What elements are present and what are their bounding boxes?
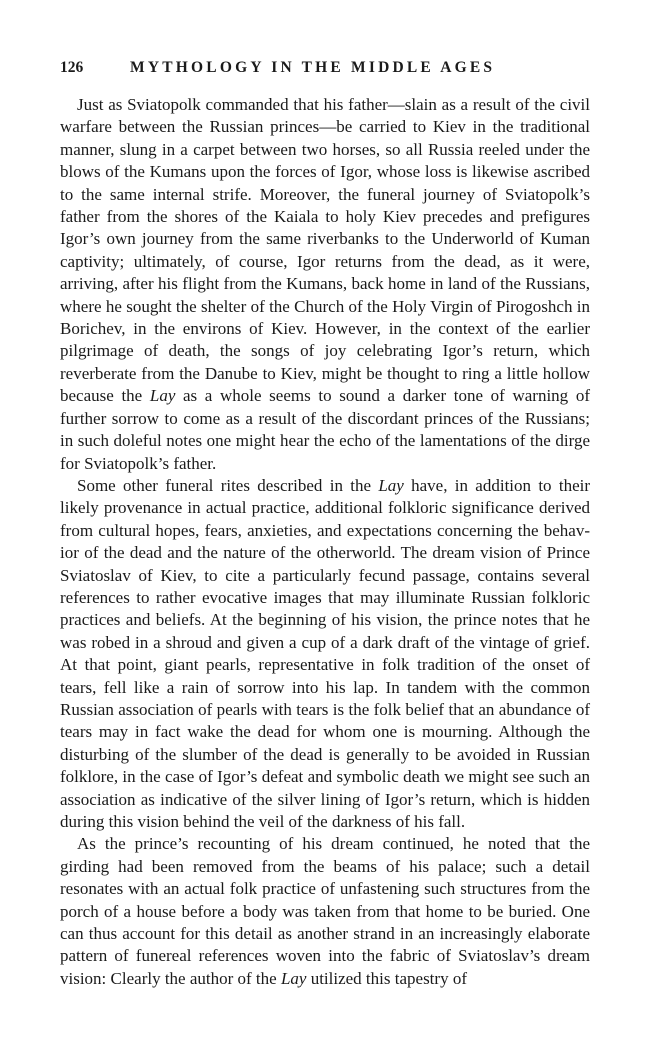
- text-run: as a whole seems to sound a darker tone of warning of further sorrow to come as a result of the discordant princes of the Russians; in such doleful notes one might hear the echo of the lamentations of the dirge for Sviatopolk’s father.: [60, 386, 590, 473]
- paragraph: [60, 475, 590, 834]
- book-page: [60, 54, 590, 990]
- page-number: 126: [60, 59, 84, 76]
- italic-title-ref: Lay: [280, 968, 307, 988]
- text-run: Just as Sviatopolk commanded that his father—slain as a result of the civil warfare between the Russian princes—be carried to Kiev in the traditional manner, slung in a carpet between two horses, so all Russia reeled under the blows of the Kumans upon the forces of Igor, whose loss is likewise ascribed to the same internal strife. Moreover, the funeral journey of Sviatopolk’s father from the shores of the Kaiala to holy Kiev precedes and prefigures Igor’s own journey from the same riverbanks to the Underworld of Kuman captivity; ultimately, of course, Igor returns from the dead, as it were, arriving, after his flight from the Kumans, back home in land of the Russians, where he sought the shelter of the Church of the Holy Virgin of Pirogoshch in Borichev, in the environs of Kiev. However, in the context of the earlier pilgrimage of death, the songs of joy celebrating Igor’s return, which reverberate from the Danube to Kiev, might be thought to ring a little hollow because the: [60, 95, 590, 406]
- paragraph: [60, 94, 590, 475]
- italic-title-ref: Lay: [149, 386, 176, 406]
- paragraph: [60, 833, 590, 990]
- body-text: [60, 94, 590, 990]
- italic-title-ref: Lay: [378, 475, 404, 495]
- text-run: have, in addition to their likely provenance in actual practice, additional folkloric significance derived from cultural hopes, fears, anxieties, and expectations concerning the behavior of the dead and the nature of the otherworld. The dream vision of Prince Sviatoslav of Kiev, to cite a particularly fecund passage, contains several references to rather evocative images that may illuminate Russian folkloric practices and beliefs. At the beginning of his vision, the prince notes that he was robed in a shroud and given a cup of a dark draft of the vintage of grief. At that point, giant pearls, representative in folk tradition of the onset of tears, fell like a rain of sorrow into his lap. In tandem with the common Russian association of pearls with tears is the folk belief that an abundance of tears may in fact wake the dead for whom one is mourning. Although the disturbing of the slumber of the dead is generally to be avoided in Russian folklore, in the case of Igor’s defeat and symbolic death we might see such an association as indicative of the silver lining of Igor’s return, which is hidden during this vision behind the veil of the darkness of his fall.: [60, 475, 591, 831]
- running-title: MYTHOLOGY IN THE MIDDLE AGES: [130, 59, 496, 76]
- text-run: utilized this tapestry of: [306, 968, 467, 988]
- running-head: [60, 54, 590, 82]
- text-run: Some other funeral rites described in the: [77, 475, 379, 495]
- text-run: As the prince’s recounting of his dream continued, he noted that the girding had been removed from the beams of his palace; such a detail resonates with an actual folk practice of unfastening such structures from the porch of a house before a body was taken from that home to be buried. One can thus account for this detail as another strand in an increasingly elaborate pattern of funereal references woven into the fabric of Sviatoslav’s dream vision: Clearly the author of the: [60, 834, 590, 988]
